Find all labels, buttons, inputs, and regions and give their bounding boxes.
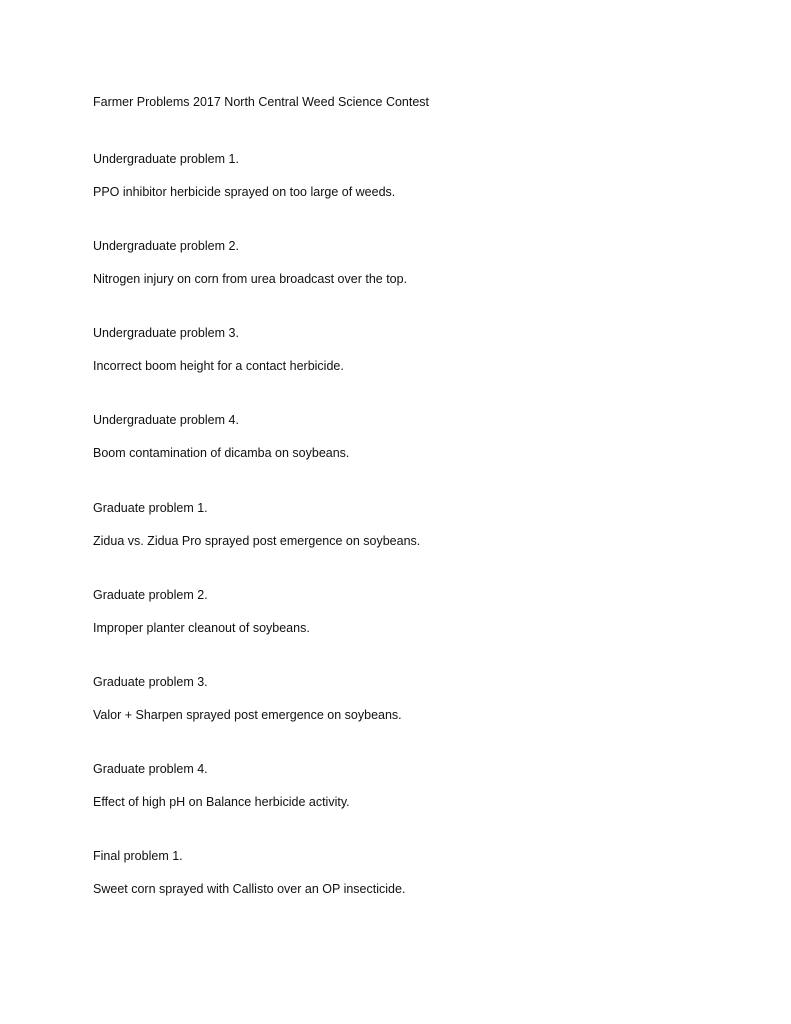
problem-block bbox=[93, 848, 713, 897]
problem-block bbox=[93, 238, 713, 287]
problem-block bbox=[93, 412, 713, 461]
problem-heading: Graduate problem 3. bbox=[93, 675, 208, 689]
problem-heading: Undergraduate problem 4. bbox=[93, 413, 239, 427]
problem-heading: Graduate problem 1. bbox=[93, 501, 208, 515]
problem-description: PPO inhibitor herbicide sprayed on too large of weeds. bbox=[93, 185, 396, 199]
problem-description: Valor + Sharpen sprayed post emergence on soybeans. bbox=[93, 708, 402, 722]
problem-description: Sweet corn sprayed with Callisto over an OP insecticide. bbox=[93, 882, 406, 896]
problem-block bbox=[93, 500, 713, 549]
problem-block bbox=[93, 325, 713, 374]
problem-heading: Graduate problem 2. bbox=[93, 588, 208, 602]
document-title: Farmer Problems 2017 North Central Weed Science Contest bbox=[93, 95, 430, 109]
problem-heading: Undergraduate problem 3. bbox=[93, 326, 239, 340]
problem-description: Incorrect boom height for a contact herbicide. bbox=[93, 359, 344, 373]
problem-heading: Undergraduate problem 1. bbox=[93, 152, 239, 166]
problem-description: Nitrogen injury on corn from urea broadcast over the top. bbox=[93, 272, 408, 286]
problem-description: Zidua vs. Zidua Pro sprayed post emergence on soybeans. bbox=[93, 534, 421, 548]
problem-block bbox=[93, 761, 713, 810]
problem-description: Boom contamination of dicamba on soybeans. bbox=[93, 446, 350, 460]
problem-block bbox=[93, 674, 713, 723]
problem-heading: Undergraduate problem 2. bbox=[93, 239, 239, 253]
problem-heading: Graduate problem 4. bbox=[93, 762, 208, 776]
problem-block bbox=[93, 151, 713, 200]
problem-block bbox=[93, 587, 713, 636]
problem-description: Improper planter cleanout of soybeans. bbox=[93, 621, 310, 635]
problem-description: Effect of high pH on Balance herbicide activity. bbox=[93, 795, 350, 809]
problem-heading: Final problem 1. bbox=[93, 849, 183, 863]
